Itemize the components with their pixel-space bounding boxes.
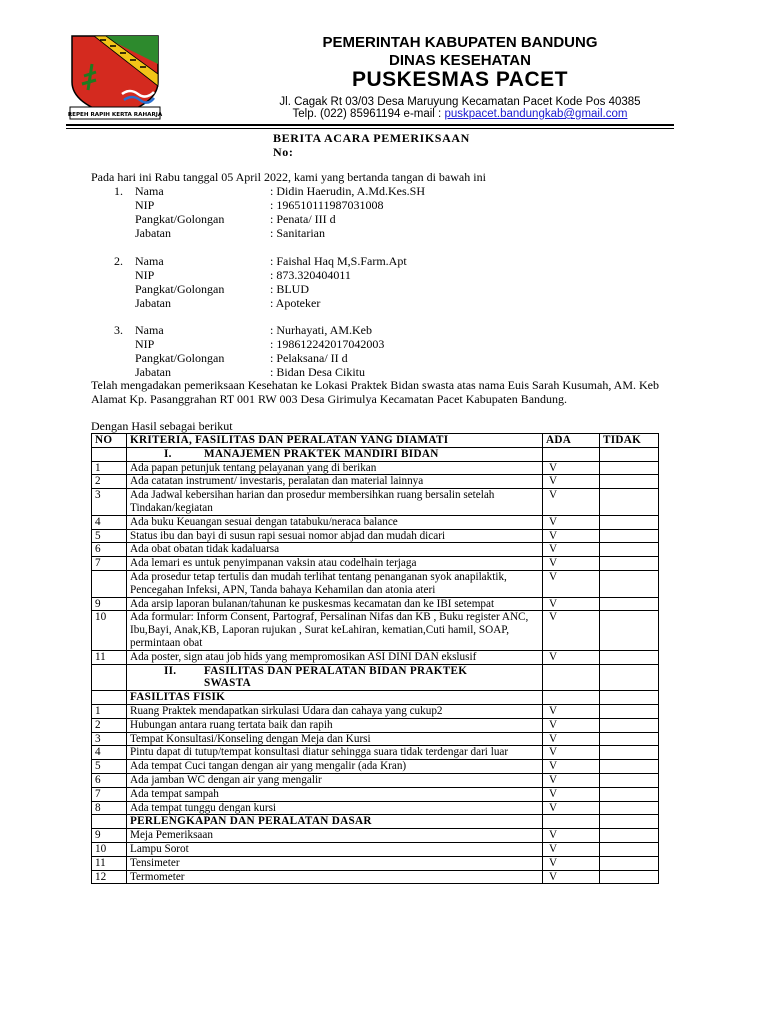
row-number: 8 [92,801,127,815]
row-criteria: Pintu dapat di tutup/tempat konsultasi diatur sehingga suara tidak terdengar dari luar [127,746,543,760]
table-row [92,801,659,815]
row-tidak-check [600,570,659,597]
col-header-no: NO [92,434,127,448]
row-ada-check: V [543,461,600,475]
row-number: 2 [92,718,127,732]
col-header-ada: ADA [543,434,600,448]
header-line-3: PUSKESMAS PACET [352,68,568,91]
officer-number: 2. [114,254,123,268]
row-number: 4 [92,515,127,529]
field-label-nama: Nama [135,254,164,268]
row-tidak-check [600,489,659,516]
row-number: 9 [92,829,127,843]
section-row [92,664,659,691]
table-row [92,787,659,801]
row-tidak-check [600,650,659,664]
logo-motto-text: REPEH RAPIH KERTA RAHARJA [67,112,163,118]
row-ada-check: V [543,746,600,760]
row-number: 11 [92,650,127,664]
row-ada-check: V [543,856,600,870]
subsection-row [92,691,659,705]
row-criteria: Tempat Konsultasi/Konseling dengan Meja dan Kursi [127,732,543,746]
row-ada-check: V [543,801,600,815]
table-row [92,732,659,746]
row-number: 6 [92,543,127,557]
row-number: 11 [92,856,127,870]
table-row [92,515,659,529]
officer-nip: : 196510111987031008 [270,198,384,212]
officer-jabatan: : Bidan Desa Cikitu [270,365,365,379]
field-label-pangkat: Pangkat/Golongan [135,282,225,296]
row-ada-check: V [543,529,600,543]
row-tidak-check [600,475,659,489]
row-number: 1 [92,461,127,475]
officer-nip: : 198612242017042003 [270,337,385,351]
row-number: 3 [92,489,127,516]
table-row [92,870,659,884]
section-title-text: MANAJEMEN PRAKTEK MANDIRI BIDAN [204,447,439,460]
field-label-jabatan: Jabatan [135,365,171,379]
row-criteria: Ada tempat tunggu dengan kursi [127,801,543,815]
field-label-jabatan: Jabatan [135,226,171,240]
row-tidak-check [600,597,659,611]
header-email-link[interactable]: puskpacet.bandungkab@gmail.com [444,108,628,120]
row-criteria: Ada formular: Inform Consent, Partograf, Persalinan Nifas dan KB , Buku register ANC, Ibu,Bayi, Anak,KB, Laporan rujukan , Surat keLahiran, kematian,Cuti hamil, SOAP, permintaan obat [127,611,543,650]
row-ada-check: V [543,515,600,529]
table-row [92,760,659,774]
row-criteria: Status ibu dan bayi di susun rapi sesuai nomor abjad dan mudah dicari [127,529,543,543]
row-number: 10 [92,842,127,856]
officer-pangkat: : Penata/ III d [270,212,336,226]
row-tidak-check [600,611,659,650]
row-number: 10 [92,611,127,650]
row-ada-check: V [543,557,600,571]
table-row [92,529,659,543]
row-tidak-check [600,829,659,843]
row-criteria: Ada tempat sampah [127,787,543,801]
row-tidak-check [600,773,659,787]
criteria-table [91,433,659,884]
row-tidak-check [600,856,659,870]
row-number: 1 [92,704,127,718]
row-ada-check: V [543,787,600,801]
table-row [92,746,659,760]
table-row [92,856,659,870]
row-criteria: Ada papan petunjuk tentang pelayanan yang di berikan [127,461,543,475]
row-tidak-check [600,515,659,529]
col-header-tidak: TIDAK [600,434,659,448]
row-criteria: Hubungan antara ruang tertata baik dan rapih [127,718,543,732]
header-contact [160,108,760,120]
row-ada-check: V [543,773,600,787]
col-header-criteria: KRITERIA, FASILITAS DAN PERALATAN YANG DIAMATI [127,434,543,448]
row-number: 5 [92,529,127,543]
row-number [92,570,127,597]
header-line-2: DINAS KESEHATAN [389,52,531,69]
officer-pangkat: : BLUD [270,282,309,296]
row-number: 4 [92,746,127,760]
kabupaten-bandung-logo [66,34,164,122]
field-label-jabatan: Jabatan [135,296,171,310]
row-tidak-check [600,842,659,856]
section-title: FASILITAS FISIK [127,691,543,705]
officer-nip: : 873.320404011 [270,268,351,282]
table-row [92,704,659,718]
row-criteria: Termometer [127,870,543,884]
row-number: 9 [92,597,127,611]
row-ada-check: V [543,611,600,650]
officer-nama: : Didin Haerudin, A.Md.Kes.SH [270,184,425,198]
row-number: 6 [92,773,127,787]
row-number: 2 [92,475,127,489]
row-ada-check: V [543,570,600,597]
officer-pangkat: : Pelaksana/ II d [270,351,348,365]
officer-nama: : Nurhayati, AM.Keb [270,323,372,337]
section-roman: I. [164,447,172,460]
row-tidak-check [600,870,659,884]
table-row [92,718,659,732]
subsection-row [92,815,659,829]
table-row [92,650,659,664]
section-title: PERLENGKAPAN DAN PERALATAN DASAR [127,815,543,829]
field-label-nip: NIP [135,337,155,351]
document-number: No: [273,145,294,159]
header-rule-thin [66,128,674,129]
section-title [127,447,543,461]
header-rule-thick [66,124,674,126]
intro-text: Pada hari ini Rabu tanggal 05 April 2022, kami yang bertanda tangan di bawah ini [91,170,486,184]
row-criteria: Ada Jadwal kebersihan harian dan prosedur membersihkan ruang bersalin setelah Tindakan/kegiatan [127,489,543,516]
table-row [92,543,659,557]
row-tidak-check [600,704,659,718]
statement-paragraph: Telah mengadakan pemeriksaan Kesehatan ke Lokasi Praktek Bidan swasta atas nama Euis Sarah Kusumah, AM. Keb Alamat Kp. Pasanggrahan RT 001 RW 003 Desa Girimulya Kecamatan Pacet Kabupaten Bandung. [91,378,659,406]
row-tidak-check [600,787,659,801]
row-criteria: Tensimeter [127,856,543,870]
row-ada-check: V [543,704,600,718]
row-ada-check: V [543,829,600,843]
row-ada-check: V [543,760,600,774]
row-tidak-check [600,760,659,774]
results-label: Dengan Hasil sebagai berikut [91,419,233,433]
header-line-1: PEMERINTAH KABUPATEN BANDUNG [322,34,598,51]
section-row [92,447,659,461]
field-label-nama: Nama [135,184,164,198]
field-label-pangkat: Pangkat/Golongan [135,351,225,365]
row-ada-check: V [543,489,600,516]
officer-nama: : Faishal Haq M,S.Farm.Apt [270,254,407,268]
officer-jabatan: : Sanitarian [270,226,325,240]
section-roman: II. [164,664,177,677]
row-number: 7 [92,787,127,801]
officer-number: 3. [114,323,123,337]
table-row [92,557,659,571]
row-tidak-check [600,557,659,571]
row-criteria: Ada jamban WC dengan air yang mengalir [127,773,543,787]
row-tidak-check [600,461,659,475]
row-number: 3 [92,732,127,746]
section-title [127,664,543,691]
row-criteria: Ada poster, sign atau job hids yang mempromosikan ASI DINI DAN ekslusif [127,650,543,664]
row-tidak-check [600,801,659,815]
row-criteria: Ada prosedur tetap tertulis dan mudah terlihat tentang penanganan syok anapilaktik, Pencegahan Infeksi, APN, Tanda bahaya Kehamilan dan atonia ateri [127,570,543,597]
row-ada-check: V [543,870,600,884]
officer-jabatan: : Apoteker [270,296,321,310]
row-number: 12 [92,870,127,884]
row-criteria: Ada arsip laporan bulanan/tahunan ke puskesmas kecamatan dan ke IBI setempat [127,597,543,611]
table-row [92,829,659,843]
row-ada-check: V [543,543,600,557]
row-ada-check: V [543,597,600,611]
row-tidak-check [600,718,659,732]
row-criteria: Ruang Praktek mendapatkan sirkulasi Udara dan cahaya yang cukup2 [127,704,543,718]
row-ada-check: V [543,732,600,746]
table-row [92,842,659,856]
section-title-text: FASILITAS DAN PERALATAN BIDAN PRAKTEK SWASTA [204,664,468,690]
row-tidak-check [600,746,659,760]
row-tidak-check [600,543,659,557]
row-ada-check: V [543,842,600,856]
row-criteria: Ada catatan instrument/ investaris, peralatan dan material lainnya [127,475,543,489]
officer-number: 1. [114,184,123,198]
header-phone: Telp. (022) 85961194 e-mail : [292,108,445,120]
row-criteria: Ada buku Keuangan sesuai dengan tatabuku/neraca balance [127,515,543,529]
table-row [92,597,659,611]
row-criteria: Ada obat obatan tidak kadaluarsa [127,543,543,557]
table-row [92,475,659,489]
table-row [92,773,659,787]
row-criteria: Lampu Sorot [127,842,543,856]
field-label-nama: Nama [135,323,164,337]
field-label-nip: NIP [135,198,155,212]
table-row [92,570,659,597]
row-ada-check: V [543,718,600,732]
row-ada-check: V [543,475,600,489]
row-criteria: Meja Pemeriksaan [127,829,543,843]
row-ada-check: V [543,650,600,664]
table-row [92,461,659,475]
header-address: Jl. Cagak Rt 03/03 Desa Maruyung Kecamatan Pacet Kode Pos 40385 [279,96,641,108]
table-row [92,489,659,516]
document-title: BERITA ACARA PEMERIKSAAN [273,131,470,145]
row-number: 5 [92,760,127,774]
row-tidak-check [600,732,659,746]
field-label-nip: NIP [135,268,155,282]
table-row [92,611,659,650]
row-tidak-check [600,529,659,543]
row-number: 7 [92,557,127,571]
table-header-row [92,434,659,448]
row-criteria: Ada lemari es untuk penyimpanan vaksin atau codelhain terjaga [127,557,543,571]
field-label-pangkat: Pangkat/Golongan [135,212,225,226]
row-criteria: Ada tempat Cuci tangan dengan air yang mengalir (ada Kran) [127,760,543,774]
